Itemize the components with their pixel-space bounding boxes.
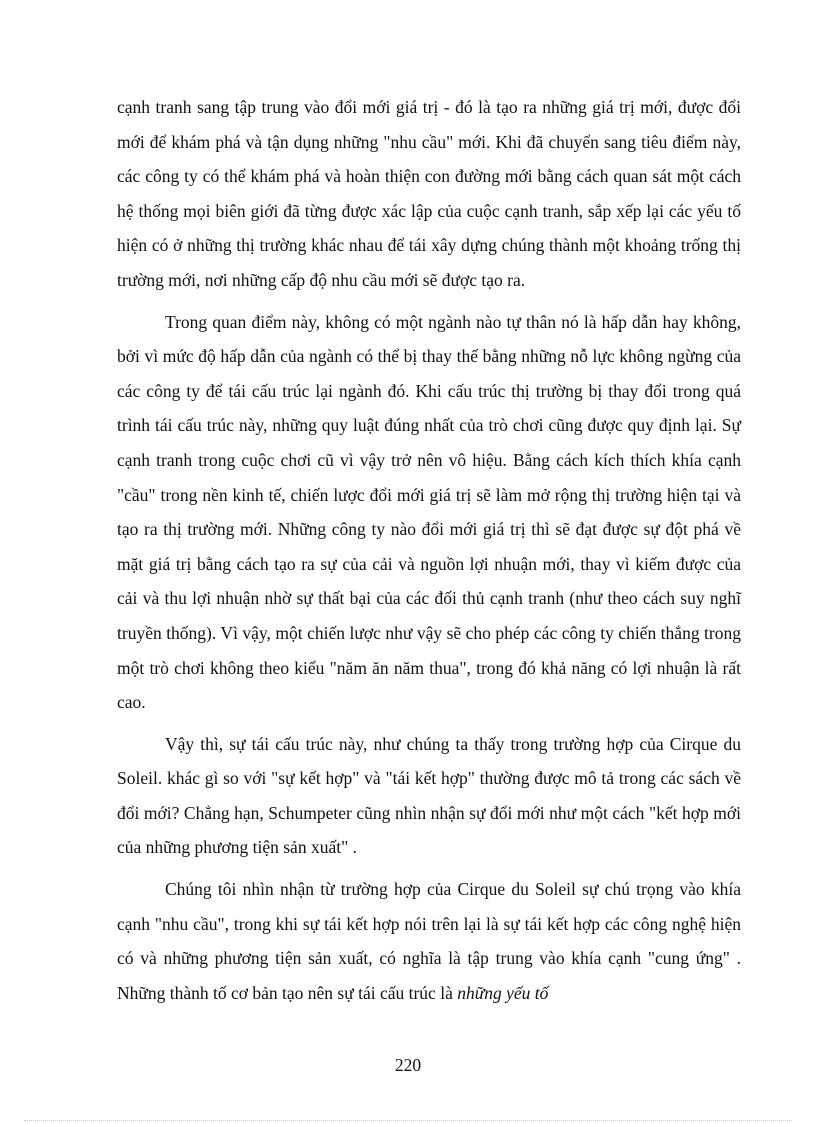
body-text [117,90,741,1010]
paragraph-1: cạnh tranh sang tập trung vào đổi mới giá trị - đó là tạo ra những giá trị mới, được đổi mới để khám phá và tận dụng những "nhu cầu" mới. Khi đã chuyển sang tiêu điểm này, các công ty có thể khám phá và hoàn thiện con đường mới bằng cách quan sát một cách hệ thống mọi biên giới đã từng được xác lập của cuộc cạnh tranh, sắp xếp lại các yếu tố hiện có ở những thị trường khác nhau để tái xây dựng chúng thành một khoảng trống thị trường mới, nơi những cấp độ nhu cầu mới sẽ được tạo ra. [117,97,741,290]
page-bottom-divider [24,1120,792,1121]
page-number: 220 [394,1055,422,1075]
paragraph-4 [117,872,741,1010]
paragraph-3: Vậy thì, sự tái cấu trúc này, như chúng ta thấy trong trường hợp của Cirque du Soleil. khác gì so với "sự kết hợp" và "tái kết hợp" thường được mô tả trong các sách về đổi mới? Chẳng hạn, Schumpeter cũng nhìn nhận sự đổi mới như một cách "kết hợp mới của những phương tiện sản xuất" . [117,733,741,858]
paragraph-2: Trong quan điểm này, không có một ngành nào tự thân nó là hấp dẫn hay không, bởi vì mức độ hấp dẫn của ngành có thể bị thay thế bằng những nỗ lực không ngừng của các công ty để tái cấu trúc lại ngành đó. Khi cấu trúc thị trường bị thay đổi trong quá trình tái cấu trúc này, những quy luật đúng nhất của trò chơi cũng được quy định lại. Sự cạnh tranh trong cuộc chơi cũ vì vậy trở nên vô hiệu. Bằng cách kích thích khía cạnh "cầu" trong nền kinh tế, chiến lược đổi mới giá trị sẽ làm mở rộng thị trường hiện tại và tạo ra thị trường mới. Những công ty nào đổi mới giá trị thì sẽ đạt được sự đột phá về mặt giá trị bằng cách tạo ra sự của cải và nguồn lợi nhuận mới, thay vì kiếm được của cải và thu lợi nhuận nhờ sự thất bại của các đối thủ cạnh tranh (như theo cách suy nghĩ truyền thống). Vì vậy, một chiến lược như vậy sẽ cho phép các công ty chiến thắng trong một trò chơi không theo kiểu "năm ăn năm thua", trong đó khả năng có lợi nhuận là rất cao. [117,311,741,713]
paragraph-4-italic: những yếu tố [457,982,549,1003]
paragraph-4-text: Chúng tôi nhìn nhận từ trường hợp của Cirque du Soleil sự chú trọng vào khía cạnh "nhu cầu", trong khi sự tái kết hợp nói trên lại là sự tái kết hợp các công nghệ hiện có và những phương tiện sản xuất, có nghĩa là tập trung vào khía cạnh "cung ứng" . Những thành tố cơ bản tạo nên sự tái cấu trúc là [117,879,741,1003]
